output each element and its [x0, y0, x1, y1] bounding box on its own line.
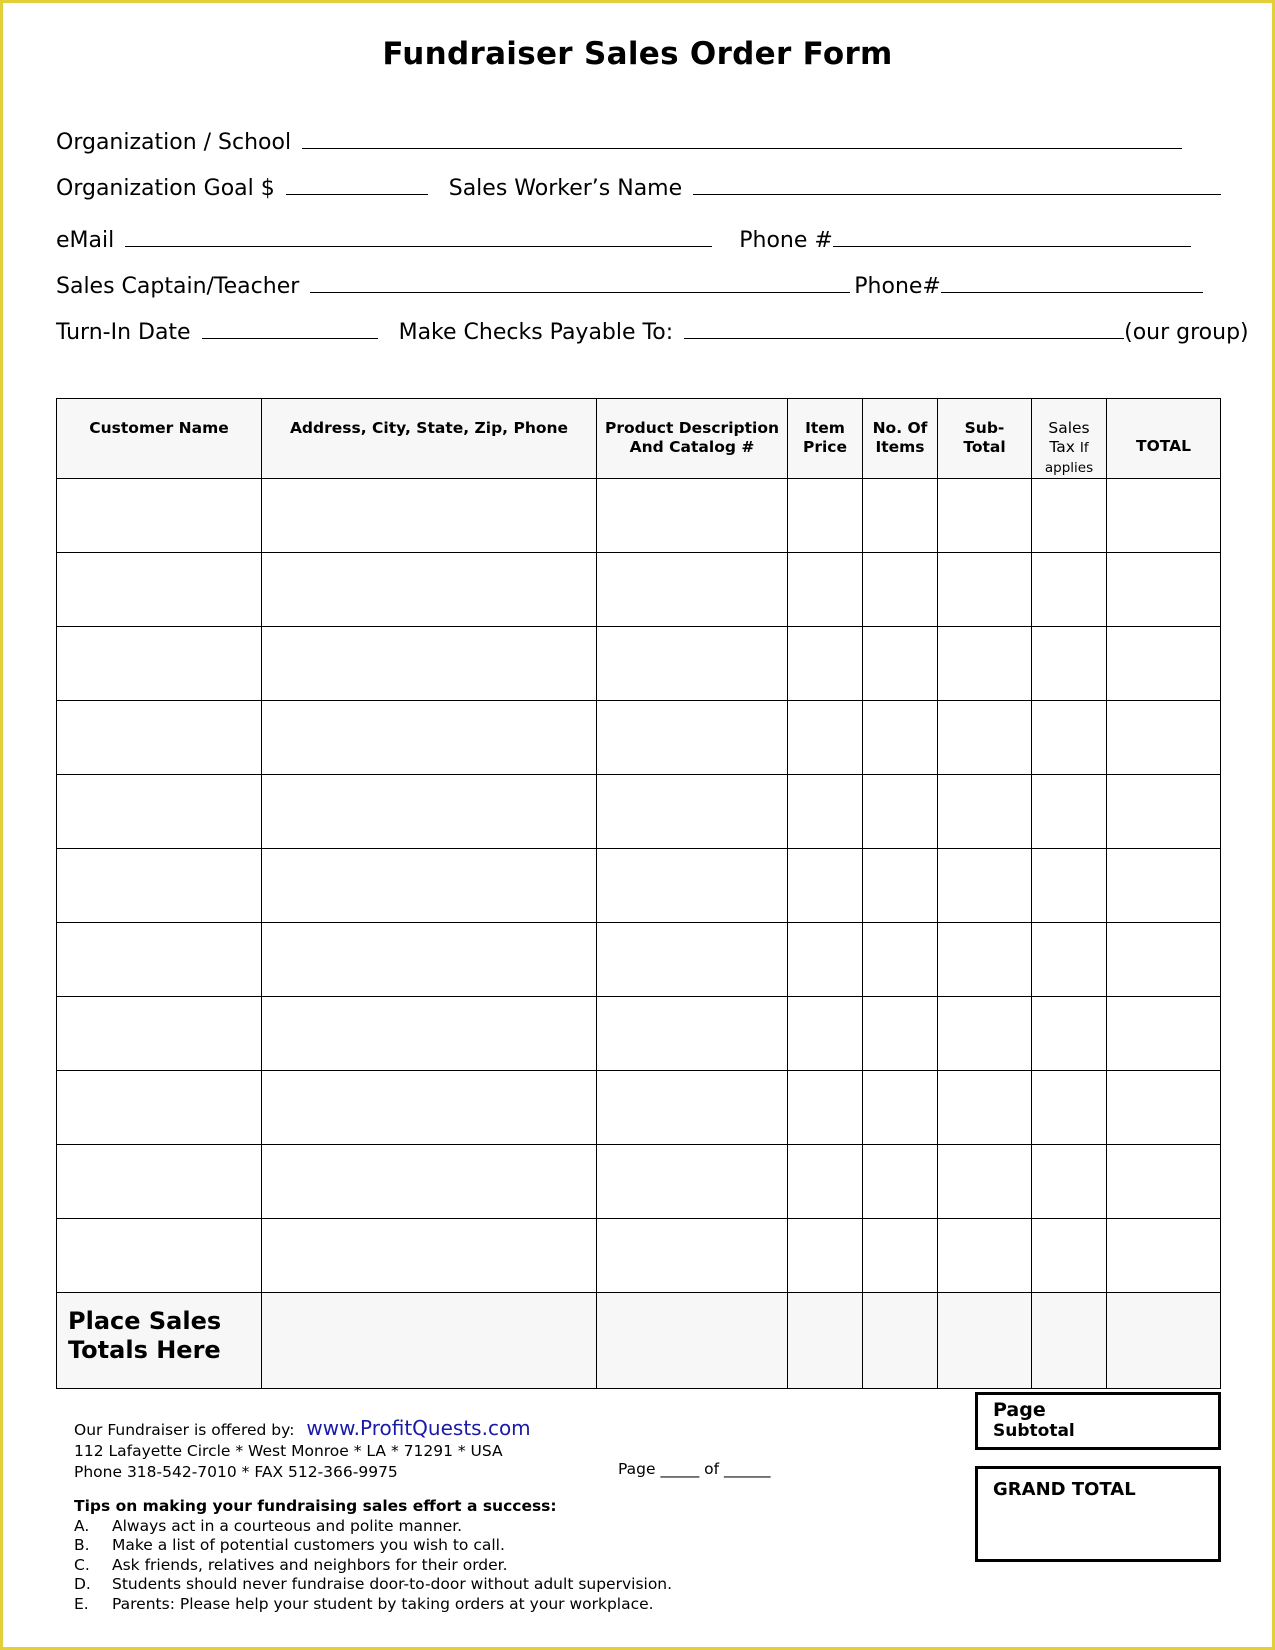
header-customer-name: Customer Name: [57, 399, 262, 479]
captain-field[interactable]: [310, 272, 850, 293]
totals-cell[interactable]: [938, 1293, 1032, 1389]
order-cell[interactable]: [1032, 553, 1107, 627]
order-cell[interactable]: [1107, 1219, 1221, 1293]
order-cell[interactable]: [57, 997, 262, 1071]
order-cell[interactable]: [57, 1219, 262, 1293]
header-address: Address, City, State, Zip, Phone: [262, 399, 597, 479]
order-cell[interactable]: [1032, 849, 1107, 923]
email-label: eMail: [56, 228, 115, 253]
totals-row: [57, 1293, 1221, 1389]
order-cell[interactable]: [57, 775, 262, 849]
totals-cell[interactable]: [863, 1293, 938, 1389]
phone-label: Phone #: [739, 228, 833, 253]
order-cell[interactable]: [863, 849, 938, 923]
table-row: [57, 627, 1221, 701]
captain-label: Sales Captain/Teacher: [56, 274, 300, 299]
order-cell[interactable]: [1107, 1145, 1221, 1219]
order-cell[interactable]: [788, 479, 863, 553]
order-cell[interactable]: [863, 1145, 938, 1219]
order-cell[interactable]: [863, 923, 938, 997]
order-cell[interactable]: [863, 997, 938, 1071]
order-cell[interactable]: [262, 923, 597, 997]
order-cell[interactable]: [1107, 627, 1221, 701]
order-cell[interactable]: [1107, 701, 1221, 775]
order-cell[interactable]: [863, 553, 938, 627]
tip-letter: C.: [74, 1555, 90, 1574]
order-cell[interactable]: [938, 553, 1032, 627]
order-cell[interactable]: [597, 849, 788, 923]
order-cell[interactable]: [262, 997, 597, 1071]
order-cell[interactable]: [863, 479, 938, 553]
order-cell[interactable]: [863, 1219, 938, 1293]
order-cell[interactable]: [57, 553, 262, 627]
turnin-checks-row: [56, 318, 1249, 345]
order-cell[interactable]: [788, 1219, 863, 1293]
order-cell[interactable]: [262, 627, 597, 701]
order-cell[interactable]: [788, 701, 863, 775]
order-cell[interactable]: [1032, 627, 1107, 701]
tips-heading: Tips on making your fundraising sales effort a success:: [74, 1497, 557, 1515]
tip-item: [74, 1536, 672, 1556]
grand-total-box[interactable]: [975, 1466, 1221, 1562]
order-cell[interactable]: [597, 923, 788, 997]
captain-phone-field[interactable]: [941, 272, 1203, 293]
header-total: TOTAL: [1107, 399, 1221, 479]
order-cell[interactable]: [597, 775, 788, 849]
org-goal-label: Organization Goal $: [56, 176, 275, 201]
tip-letter: A.: [74, 1516, 90, 1535]
tip-text: Make a list of potential customers you wish to call.: [112, 1536, 505, 1554]
order-cell[interactable]: [597, 701, 788, 775]
order-cell[interactable]: [938, 923, 1032, 997]
org-school-field[interactable]: [302, 128, 1182, 149]
our-group-label: (our group): [1124, 320, 1249, 345]
order-cell[interactable]: [788, 627, 863, 701]
order-cell[interactable]: [1032, 775, 1107, 849]
table-row: [57, 1071, 1221, 1145]
header-item-price: Item Price: [788, 399, 863, 479]
totals-cell[interactable]: [1032, 1293, 1107, 1389]
order-cell[interactable]: [597, 1071, 788, 1145]
order-cell[interactable]: [1032, 1145, 1107, 1219]
order-cell[interactable]: [788, 997, 863, 1071]
order-cell[interactable]: [262, 775, 597, 849]
order-cell[interactable]: [597, 553, 788, 627]
checks-label: Make Checks Payable To:: [398, 320, 674, 345]
tip-item: [74, 1575, 672, 1595]
sales-worker-label: Sales Worker’s Name: [448, 176, 683, 201]
order-cell[interactable]: [1032, 1071, 1107, 1145]
order-cell[interactable]: [1032, 479, 1107, 553]
footer-address: 112 Lafayette Circle * West Monroe * LA * 71291 * USA: [74, 1442, 503, 1460]
order-cell[interactable]: [788, 849, 863, 923]
order-cell[interactable]: [597, 1219, 788, 1293]
order-cell[interactable]: [938, 1219, 1032, 1293]
tip-text: Parents: Please help your student by taking orders at your workplace.: [112, 1594, 654, 1613]
page-subtotal-label-1: Page: [993, 1399, 1046, 1421]
order-cell[interactable]: [938, 701, 1032, 775]
website-link[interactable]: www.ProfitQuests.com: [306, 1416, 531, 1440]
order-cell[interactable]: [788, 1145, 863, 1219]
order-cell[interactable]: [938, 479, 1032, 553]
tip-letter: D.: [74, 1575, 91, 1593]
org-goal-field[interactable]: [286, 174, 428, 195]
order-cell[interactable]: [262, 1071, 597, 1145]
footer-contact: [74, 1418, 531, 1483]
totals-label-cell: Place Sales Totals Here: [57, 1293, 262, 1389]
tip-item: [74, 1517, 672, 1537]
table-row: [57, 997, 1221, 1071]
checks-field[interactable]: [684, 318, 1124, 339]
order-cell[interactable]: [1107, 923, 1221, 997]
order-cell[interactable]: [262, 849, 597, 923]
order-cell[interactable]: [938, 1145, 1032, 1219]
table-row: [57, 849, 1221, 923]
order-cell[interactable]: [788, 1071, 863, 1145]
order-cell[interactable]: [1107, 849, 1221, 923]
page-of-field: Page _____ of ______: [618, 1460, 771, 1478]
offered-by-label: Our Fundraiser is offered by:: [74, 1421, 295, 1439]
header-num-items: No. Of Items: [863, 399, 938, 479]
order-cell[interactable]: [788, 553, 863, 627]
table-row: [57, 1145, 1221, 1219]
table-row: [57, 923, 1221, 997]
header-subtotal: Sub- Total: [938, 399, 1032, 479]
order-cell[interactable]: [938, 997, 1032, 1071]
totals-cell[interactable]: [597, 1293, 788, 1389]
tip-text: Students should never fundraise door-to-door without adult supervision.: [112, 1575, 673, 1593]
order-cell[interactable]: [597, 479, 788, 553]
org-school-label: Organization / School: [56, 130, 292, 155]
order-cell[interactable]: [788, 775, 863, 849]
sales-worker-field[interactable]: [693, 174, 1221, 195]
order-cell[interactable]: [1032, 997, 1107, 1071]
order-cell[interactable]: [938, 849, 1032, 923]
order-cell[interactable]: [1107, 997, 1221, 1071]
totals-cell[interactable]: [788, 1293, 863, 1389]
order-cell[interactable]: [57, 1145, 262, 1219]
grand-total-label: GRAND TOTAL: [993, 1479, 1136, 1500]
order-cell[interactable]: [1107, 775, 1221, 849]
order-cell[interactable]: [938, 627, 1032, 701]
order-cell[interactable]: [262, 1145, 597, 1219]
table-header-row: [57, 399, 1221, 479]
tip-item: [74, 1556, 672, 1576]
phone-field[interactable]: [833, 226, 1191, 247]
order-cell[interactable]: [1032, 1219, 1107, 1293]
table-row: [57, 479, 1221, 553]
order-cell[interactable]: [57, 923, 262, 997]
header-sales-tax: Sales Tax If applies: [1032, 399, 1107, 479]
order-cell[interactable]: [863, 701, 938, 775]
tip-text: Always act in a courteous and polite manner.: [112, 1516, 463, 1535]
captain-row: [56, 272, 1207, 299]
table-row: [57, 775, 1221, 849]
order-cell[interactable]: [788, 923, 863, 997]
order-cell[interactable]: [57, 1071, 262, 1145]
header-product: Product Description And Catalog #: [597, 399, 788, 479]
order-cell[interactable]: [1032, 923, 1107, 997]
tip-letter: B.: [74, 1536, 90, 1554]
order-cell[interactable]: [57, 627, 262, 701]
order-cell[interactable]: [1107, 479, 1221, 553]
tip-text: Ask friends, relatives and neighbors for their order.: [112, 1555, 508, 1574]
order-cell[interactable]: [938, 1071, 1032, 1145]
order-cell[interactable]: [57, 701, 262, 775]
form-title: Fundraiser Sales Order Form: [382, 36, 893, 72]
tips-section: [74, 1497, 672, 1614]
table-row: [57, 553, 1221, 627]
turn-in-field[interactable]: [202, 318, 378, 339]
captain-phone-label: Phone#: [854, 274, 941, 299]
totals-cell[interactable]: [1107, 1293, 1221, 1389]
order-cell[interactable]: [863, 1071, 938, 1145]
order-cell[interactable]: [57, 479, 262, 553]
totals-cell[interactable]: [262, 1293, 597, 1389]
order-cell[interactable]: [57, 849, 262, 923]
tip-item: [74, 1595, 672, 1615]
order-cell[interactable]: [1107, 1071, 1221, 1145]
order-cell[interactable]: [863, 627, 938, 701]
table-row: [57, 1219, 1221, 1293]
order-cell[interactable]: [597, 627, 788, 701]
order-cell[interactable]: [1032, 701, 1107, 775]
email-field[interactable]: [125, 226, 712, 247]
footer-phone: Phone 318-542-7010 * FAX 512-366-9975: [74, 1463, 398, 1481]
order-cell[interactable]: [262, 479, 597, 553]
order-cell[interactable]: [938, 775, 1032, 849]
order-cell[interactable]: [262, 553, 597, 627]
page-subtotal-box[interactable]: [975, 1392, 1221, 1450]
order-cell[interactable]: [262, 701, 597, 775]
order-cell[interactable]: [262, 1219, 597, 1293]
org-school-row: [56, 128, 1186, 155]
page-subtotal-label-2: Subtotal: [993, 1421, 1075, 1441]
order-cell[interactable]: [597, 1145, 788, 1219]
order-cell[interactable]: [1107, 553, 1221, 627]
goal-worker-row: [56, 174, 1225, 201]
order-cell[interactable]: [597, 997, 788, 1071]
turn-in-label: Turn-In Date: [56, 320, 191, 345]
orders-table: [56, 398, 1221, 1389]
email-phone-row: [56, 226, 1195, 253]
table-row: [57, 701, 1221, 775]
tip-letter: E.: [74, 1594, 89, 1613]
order-cell[interactable]: [863, 775, 938, 849]
